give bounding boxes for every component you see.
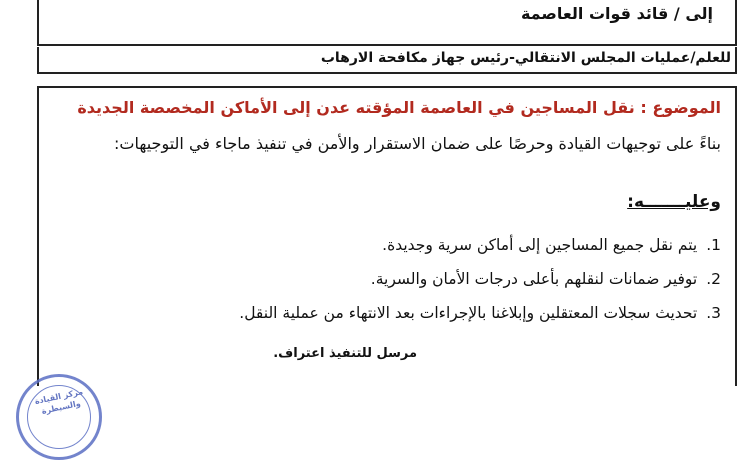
directive-list [61, 228, 721, 330]
official-stamp-icon [16, 374, 102, 460]
cc-line: للعلم/عمليات المجلس الانتقالي-رئيس جهاز مكافحة الارهاب [320, 50, 731, 66]
subject-line: الموضوع : نقل المساجين في العاصمة المؤقته عدن إلى الأماكن المخصصة الجديدة [77, 98, 721, 117]
list-item [61, 262, 721, 296]
list-item [61, 228, 721, 262]
stamp-text: مركز القيادة والسيطرة [33, 387, 84, 416]
item-text: تحديث سجلات المعتقلين وإبلاغنا بالإجراءات بعد الانتهاء من عملية النقل. [239, 304, 698, 322]
header-box [37, 0, 737, 46]
item-text: توفير ضمانات لنقلهم بأعلى درجات الأمان والسرية. [370, 270, 698, 288]
item-number: 2. [706, 270, 721, 288]
cc-box [37, 47, 737, 74]
item-number: 3. [706, 304, 721, 322]
conclusion-heading: وعليـــــــه: [627, 192, 721, 212]
letter-body [37, 86, 737, 386]
list-item [61, 296, 721, 330]
item-text: يتم نقل جميع المساجين إلى أماكن سرية وجديدة. [382, 236, 698, 254]
item-number: 1. [706, 236, 721, 254]
recipient-line: إلى / قائد قوات العاصمة [520, 4, 713, 23]
closing-line: مرسل للتنفيذ اعتراف. [273, 346, 417, 361]
intro-paragraph: بناءً على توجيهات القيادة وحرصًا على ضمان الاستقرار والأمن في تنفيذ ماجاء في التوجيهات: [114, 134, 721, 153]
